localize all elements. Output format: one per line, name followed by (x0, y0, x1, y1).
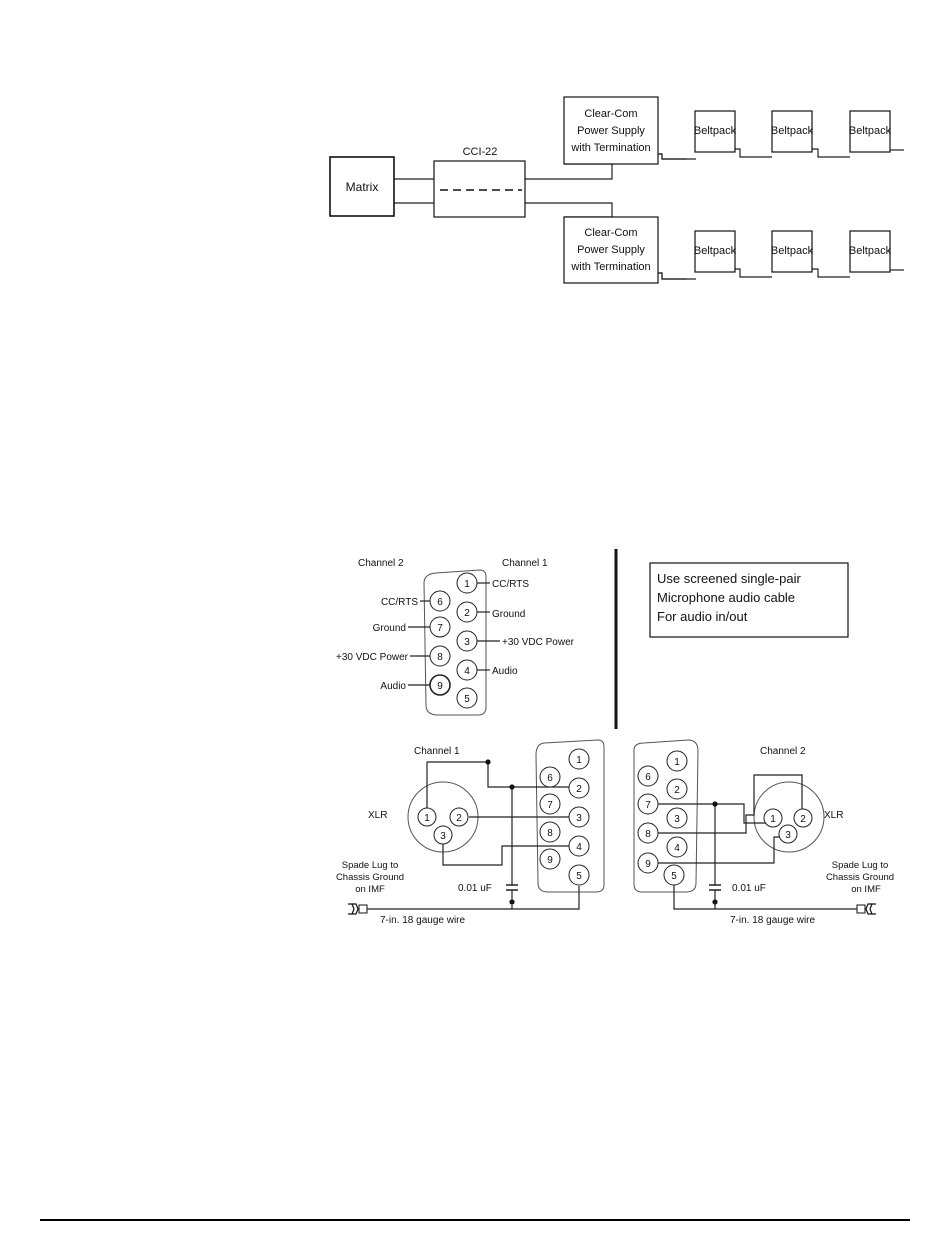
ch1-xlr-pin-2 (450, 808, 468, 826)
pinout-channel2-label: Channel 2 (358, 558, 404, 569)
beltpack-a1-label: Beltpack (693, 125, 737, 137)
pinout-pin-6 (430, 591, 450, 611)
ch1-spade-line-1: Spade Lug to (341, 860, 399, 871)
power-supply-bottom-line2: Power Supply (577, 244, 645, 256)
svg-text:4: 4 (464, 666, 470, 677)
svg-text:1: 1 (424, 813, 430, 824)
svg-text:2: 2 (800, 814, 806, 825)
beltpack-b2 (771, 231, 814, 272)
pinout-label-6: CC/RTS (380, 597, 418, 608)
channel1-wiring (336, 740, 604, 926)
pinout-label-2: Ground (492, 609, 526, 620)
pinout-label-1: CC/RTS (492, 579, 530, 590)
ch1-spade-line-3: on IMF (355, 884, 385, 895)
ch2-db9-pin-7 (638, 794, 658, 814)
pinout-pin-9 (430, 675, 450, 695)
note-line-3: For audio in/out (657, 609, 748, 624)
ch2-xlr-pin-1 (764, 809, 782, 827)
ch1-db9-pin-9 (540, 849, 560, 869)
matrix-label: Matrix (345, 180, 379, 194)
ch2-db9-pin-2 (667, 779, 687, 799)
beltpack-b1-label: Beltpack (693, 245, 737, 257)
cable-note-box (650, 563, 848, 637)
svg-text:3: 3 (576, 813, 582, 824)
svg-text:9: 9 (645, 859, 651, 870)
ch1-db9-pin-4 (569, 836, 589, 856)
beltpack-a2-label: Beltpack (770, 125, 814, 137)
pinout-label-8: +30 VDC Power (336, 652, 408, 663)
beltpack-b2-label: Beltpack (770, 245, 814, 257)
svg-text:1: 1 (674, 757, 680, 768)
channel2-wiring (634, 740, 894, 926)
ch2-db9-pin-8 (638, 823, 658, 843)
svg-text:9: 9 (547, 855, 553, 866)
ch2-db9-pin-5 (664, 865, 684, 885)
ch1-db9-pin-2 (569, 778, 589, 798)
svg-text:1: 1 (576, 755, 582, 766)
pinout-label-4: Audio (492, 666, 518, 677)
svg-text:7: 7 (547, 800, 553, 811)
ch1-capacitor-label: 0.01 uF (458, 883, 492, 894)
ch2-db9-pin-1 (667, 751, 687, 771)
ch1-xlr-pin-3 (434, 826, 452, 844)
pinout-channel1-label: Channel 1 (502, 558, 548, 569)
beltpack-a1 (694, 111, 737, 152)
svg-text:3: 3 (674, 814, 680, 825)
pinout-pin-1 (457, 573, 477, 593)
ch2-db9-pin-6 (638, 766, 658, 786)
db9-pinout (336, 558, 575, 715)
ch2-spade-line-2: Chassis Ground (825, 872, 895, 883)
ch2-spade-line-1: Spade Lug to (831, 860, 889, 871)
ch2-db9-pin-4 (667, 837, 687, 857)
pinout-pin-5 (457, 688, 477, 708)
svg-text:8: 8 (645, 829, 651, 840)
ch1-db9-pin-5 (569, 865, 589, 885)
svg-text:4: 4 (576, 842, 582, 853)
ch2-xlr-pin-3 (779, 825, 797, 843)
svg-text:6: 6 (547, 773, 553, 784)
ch1-db9-pin-8 (540, 822, 560, 842)
ch2-xlr-pin-2 (794, 809, 812, 827)
power-supply-top-line2: Power Supply (577, 125, 645, 137)
power-supply-bottom-line3: with Termination (571, 261, 651, 273)
pinout-label-9: Audio (380, 681, 406, 692)
ch2-spade-line-3: on IMF (851, 884, 881, 895)
svg-text:7: 7 (645, 800, 651, 811)
svg-text:5: 5 (464, 694, 470, 705)
svg-text:5: 5 (671, 871, 677, 882)
ch2-db9-pin-3 (667, 808, 687, 828)
svg-text:3: 3 (785, 830, 791, 841)
svg-text:6: 6 (645, 772, 651, 783)
pinout-pin-3 (457, 631, 477, 651)
power-supply-top-line1: Clear-Com (584, 108, 638, 120)
ch1-db9-pin-7 (540, 794, 560, 814)
power-supply-top-line3: with Termination (571, 142, 651, 154)
wiring-diagram (326, 545, 904, 927)
pinout-pin-8 (430, 646, 450, 666)
svg-text:3: 3 (440, 831, 446, 842)
ch1-spade-lug-icon (348, 904, 367, 914)
beltpack-a2 (771, 111, 814, 152)
ch2-label: Channel 2 (760, 746, 806, 757)
pinout-pin-2 (457, 602, 477, 622)
svg-text:6: 6 (437, 597, 443, 608)
beltpack-a3 (849, 111, 892, 152)
ch1-xlr-pin-1 (418, 808, 436, 826)
svg-text:2: 2 (674, 785, 680, 796)
beltpack-b1 (694, 231, 737, 272)
svg-text:5: 5 (576, 871, 582, 882)
ch2-xlr-label: XLR (824, 810, 844, 821)
ch1-xlr-label: XLR (368, 810, 388, 821)
svg-text:1: 1 (770, 814, 776, 825)
svg-text:2: 2 (456, 813, 462, 824)
ch1-db9-pin-1 (569, 749, 589, 769)
svg-text:8: 8 (547, 828, 553, 839)
ch1-wire-label: 7-in. 18 gauge wire (380, 915, 466, 926)
svg-text:7: 7 (437, 623, 443, 634)
svg-text:4: 4 (674, 843, 680, 854)
pinout-pin-4 (457, 660, 477, 680)
ch1-spade-line-2: Chassis Ground (335, 872, 405, 883)
svg-text:2: 2 (576, 784, 582, 795)
beltpack-b3-label: Beltpack (848, 245, 892, 257)
footer-rule (40, 1219, 910, 1221)
note-line-1: Use screened single-pair (657, 571, 801, 586)
svg-text:1: 1 (464, 579, 470, 590)
svg-text:8: 8 (437, 652, 443, 663)
svg-text:2: 2 (464, 608, 470, 619)
wiring-diagram-svg (326, 545, 904, 927)
ch1-db9-pin-6 (540, 767, 560, 787)
ch2-wire-label: 7-in. 18 gauge wire (730, 915, 816, 926)
ch1-label: Channel 1 (414, 746, 460, 757)
cci22-label: CCI-22 (462, 146, 498, 158)
pinout-label-3: +30 VDC Power (502, 637, 574, 648)
beltpack-a3-label: Beltpack (848, 125, 892, 137)
ch1-db9-pin-3 (569, 807, 589, 827)
ch2-spade-lug-icon (857, 904, 876, 914)
beltpack-final-layer (326, 93, 904, 286)
svg-text:9: 9 (437, 681, 443, 692)
svg-text:3: 3 (464, 637, 470, 648)
pinout-pin-7 (430, 617, 450, 637)
ch2-capacitor-label: 0.01 uF (732, 883, 766, 894)
power-supply-bottom-line1: Clear-Com (584, 227, 638, 239)
note-line-2: Microphone audio cable (657, 590, 796, 605)
beltpack-b3 (849, 231, 892, 272)
pinout-label-7: Ground (372, 623, 406, 634)
ch2-db9-pin-9 (638, 853, 658, 873)
